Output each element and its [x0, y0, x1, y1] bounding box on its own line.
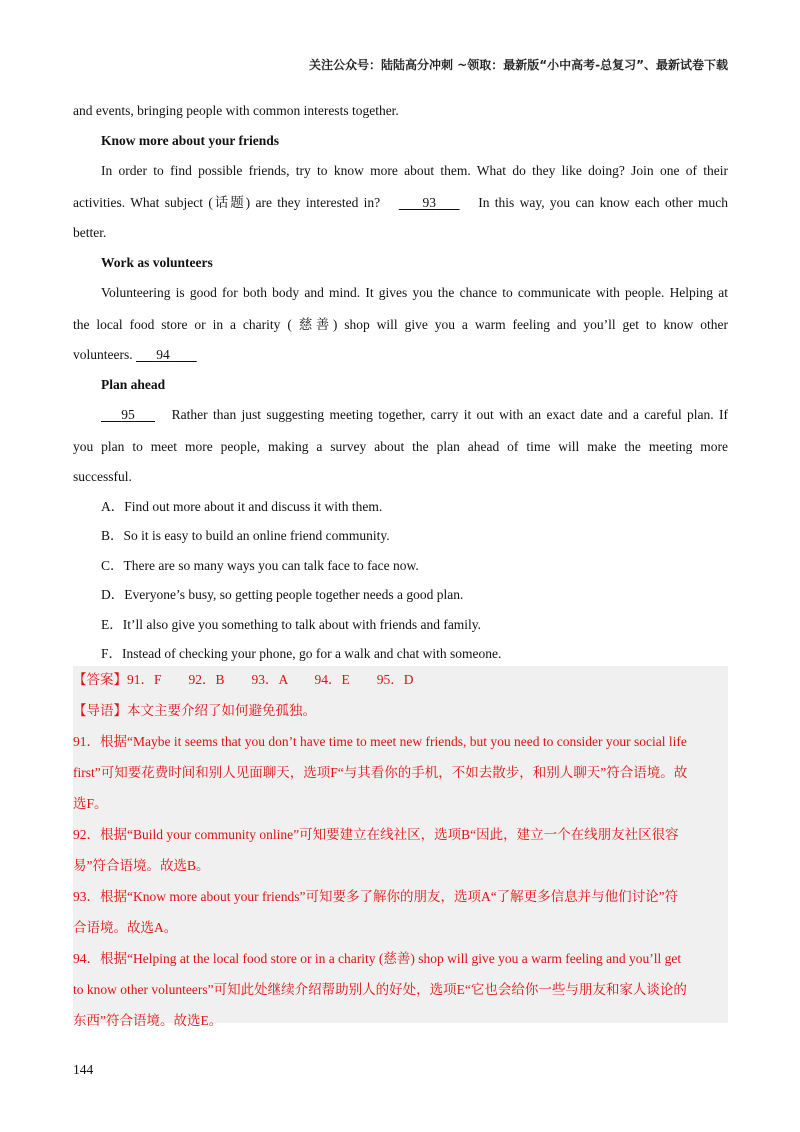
passage: [73, 96, 728, 669]
option-a: A．Find out more about it and discuss it with them.: [101, 498, 383, 514]
explanation-line: to know other volunteers”可知此处继续介绍帮助别人的好处，选项E“它也会给你一些与朋友和家人谈论的: [73, 982, 687, 997]
option-c: C．There are so many ways you can talk face to face now.: [101, 557, 419, 573]
page-number: 144: [73, 1062, 94, 1077]
explanation-line: first”可知要花费时间和别人见面聊天，选项F“与其看你的手机，不如去散步，和别人聊天”符合语境。故: [73, 765, 688, 780]
passage-line: the local food store or in a charity ( 慈善) shop will give you a warm feeling and you’ll get to know other: [73, 316, 728, 332]
guide-text: 本文主要介绍了如何避免孤独。: [127, 703, 316, 718]
answer-section: [73, 664, 728, 1036]
section-heading: Know more about your friends: [101, 132, 280, 148]
passage-line: Volunteering is good for both body and mind. It gives you the chance to communicate with people. Helping at: [101, 285, 728, 300]
explanation-line: 93．根据“Know more about your friends”可知要多了解你的朋友，选项A“了解更多信息并与他们讨论”符: [73, 889, 679, 904]
option-e: E．It’ll also give you something to talk about with friends and family.: [101, 616, 482, 632]
passage-text: volunteers.: [73, 347, 133, 362]
passage-text: activities. What subject (话题) are they interested in?: [73, 194, 381, 210]
passage-line: you plan to meet more people, making a survey about the plan ahead of time will make the meeting more: [73, 438, 728, 454]
option-b: B．So it is easy to build an online friend community.: [101, 528, 390, 543]
blank-94: 94: [156, 347, 170, 362]
passage-line: [73, 340, 728, 370]
explanation-line: 合语境。故选A。: [73, 920, 178, 935]
answer-values: 91．F 92．B 93．A 94．E 95．D: [127, 672, 414, 687]
answer-label: 【答案】: [73, 672, 127, 687]
passage-text: In this way, you can know each other much: [478, 194, 729, 210]
explanation-line: 易”符合语境。故选B。: [73, 858, 210, 873]
explanation-line: 东西”符合语境。故选E。: [73, 1013, 223, 1028]
guide-line: [73, 695, 728, 726]
blank-95: 95: [121, 407, 135, 422]
explanation-line: 选F。: [73, 796, 108, 811]
explanation-line: 91．根据“Maybe it seems that you don’t have time to meet new friends, but you need to consider your social life: [73, 734, 687, 749]
explanation-line: 94．根据“Helping at the local food store or in a charity (慈善) shop will give you a warm feeling and you’ll get: [73, 951, 682, 966]
passage-text: Rather than just suggesting meeting together, carry it out with an exact date and a careful plan. If: [171, 407, 728, 422]
explanation-line: 92．根据“Build your community online”可知要建立在线社区，选项B“因此，建立一个在线朋友社区很容: [73, 827, 679, 842]
passage-line: [73, 187, 728, 219]
passage-line: better.: [73, 225, 107, 240]
section-heading: Work as volunteers: [101, 254, 213, 270]
guide-label: 【导语】: [73, 703, 127, 718]
passage-line: successful.: [73, 469, 132, 484]
page-header: 关注公众号：陆陆高分冲刺 ~领取：最新版“小中高考-总复习”、最新试卷下载: [309, 58, 728, 72]
option-f: F．Instead of checking your phone, go for a walk and chat with someone.: [101, 646, 502, 661]
option-d: D．Everyone’s busy, so getting people together needs a good plan.: [101, 587, 464, 602]
passage-line: and events, bringing people with common interests together.: [73, 103, 399, 118]
passage-line: In order to find possible friends, try to know more about them. What do they like doing? Join one of their: [101, 163, 728, 178]
blank-93: 93: [422, 194, 436, 210]
answer-line: [73, 664, 728, 695]
passage-line: [73, 399, 728, 431]
section-heading: Plan ahead: [101, 376, 166, 392]
